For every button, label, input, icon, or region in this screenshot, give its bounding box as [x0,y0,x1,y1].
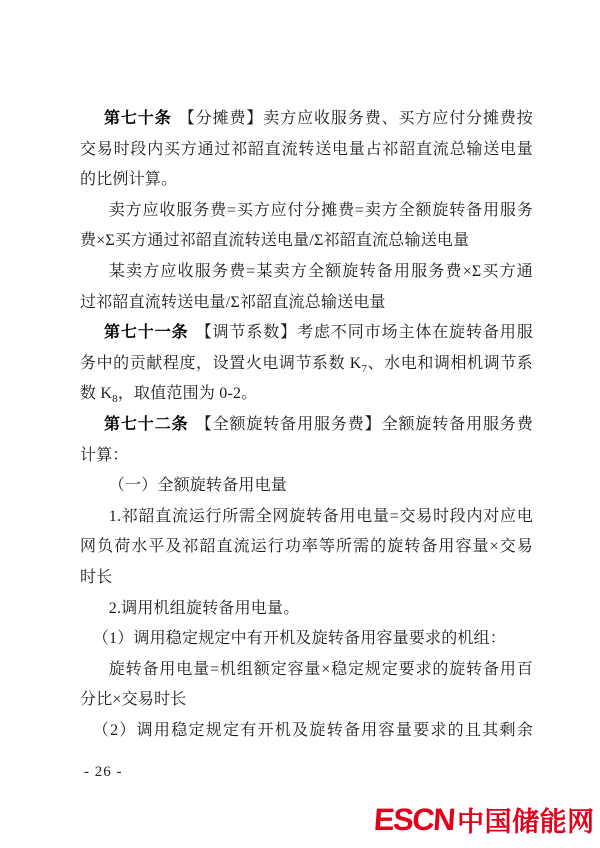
article-72-number: 第七十二条 [104,415,189,433]
subitem-2-line: （2）调用稳定规定有开机及旋转备用容量要求的且其剩余 [92,721,533,739]
formula-line: 费×Σ买方通过祁韶直流转送电量/Σ祁韶直流总输送电量 [80,232,470,250]
text-segment: ，取值范围为 0-2。 [117,385,258,403]
text-line: 的比例计算。 [80,171,178,189]
text-segment: 、水电和调相机调节系 [367,354,533,372]
escn-logo [374,800,595,839]
text-line-k8 [80,379,533,410]
article-71-text: 【调节系数】考虑不同市场主体在旋转备用服 [195,324,533,342]
escn-logo-chinese: 中国储能网 [457,807,595,837]
subscript-8: 8 [112,393,118,406]
item-2-line: 2.调用机组旋转备用电量。 [108,599,300,617]
item-1-line: 1.祁韶直流运行所需全网旋转备用电量=交易时段内对应电 [108,507,533,525]
subitem-1-line: （1）调用稳定规定中有开机及旋转备用容量要求的机组： [92,630,506,648]
escn-logo-latin: ESCN [372,801,456,837]
formula-line: 过祁韶直流转送电量/Σ祁韶直流总输送电量 [80,293,386,311]
text-line: 时长 [80,568,113,586]
formula-line-reserve-energy: 旋转备用电量=机组额定容量×稳定规定要求的旋转备用百 [108,660,533,678]
document-body [80,104,533,746]
text-line: 计算： [80,446,129,464]
text-segment: 务中的贡献程度，设置火电调节系数 K [80,354,362,372]
article-70-heading-line [80,104,533,135]
article-72-heading-line [80,410,533,441]
article-70-text: 【分摊费】卖方应收服务费、买方应付分摊费按 [178,110,533,127]
article-70-number: 第七十条 [104,110,172,127]
formula-line: 分比×交易时长 [80,691,187,709]
subscript-7: 7 [361,362,368,375]
article-71-heading-line [80,318,533,349]
text-line: 交易时段内买方通过祁韶直流转送电量占祁韶直流总输送电量 [80,140,533,158]
formula-line-specific-seller-fee: 某卖方应收服务费=某卖方全额旋转备用服务费×Σ买方通 [108,262,533,280]
article-71-number: 第七十一条 [104,324,189,342]
formula-line-seller-fee: 卖方应收服务费=买方应付分摊费=卖方全额旋转备用服务 [108,201,533,219]
text-line: 网负荷水平及祁韶直流运行功率等所需的旋转备用容量×交易 [80,538,533,556]
text-line-k7 [80,349,533,380]
page-number: - 26 - [84,764,123,780]
section-1-heading-line: （一）全额旋转备用电量 [108,477,287,495]
text-segment: 数 K [80,385,113,403]
article-72-text: 【全额旋转备用服务费】全额旋转备用服务费 [195,415,533,433]
